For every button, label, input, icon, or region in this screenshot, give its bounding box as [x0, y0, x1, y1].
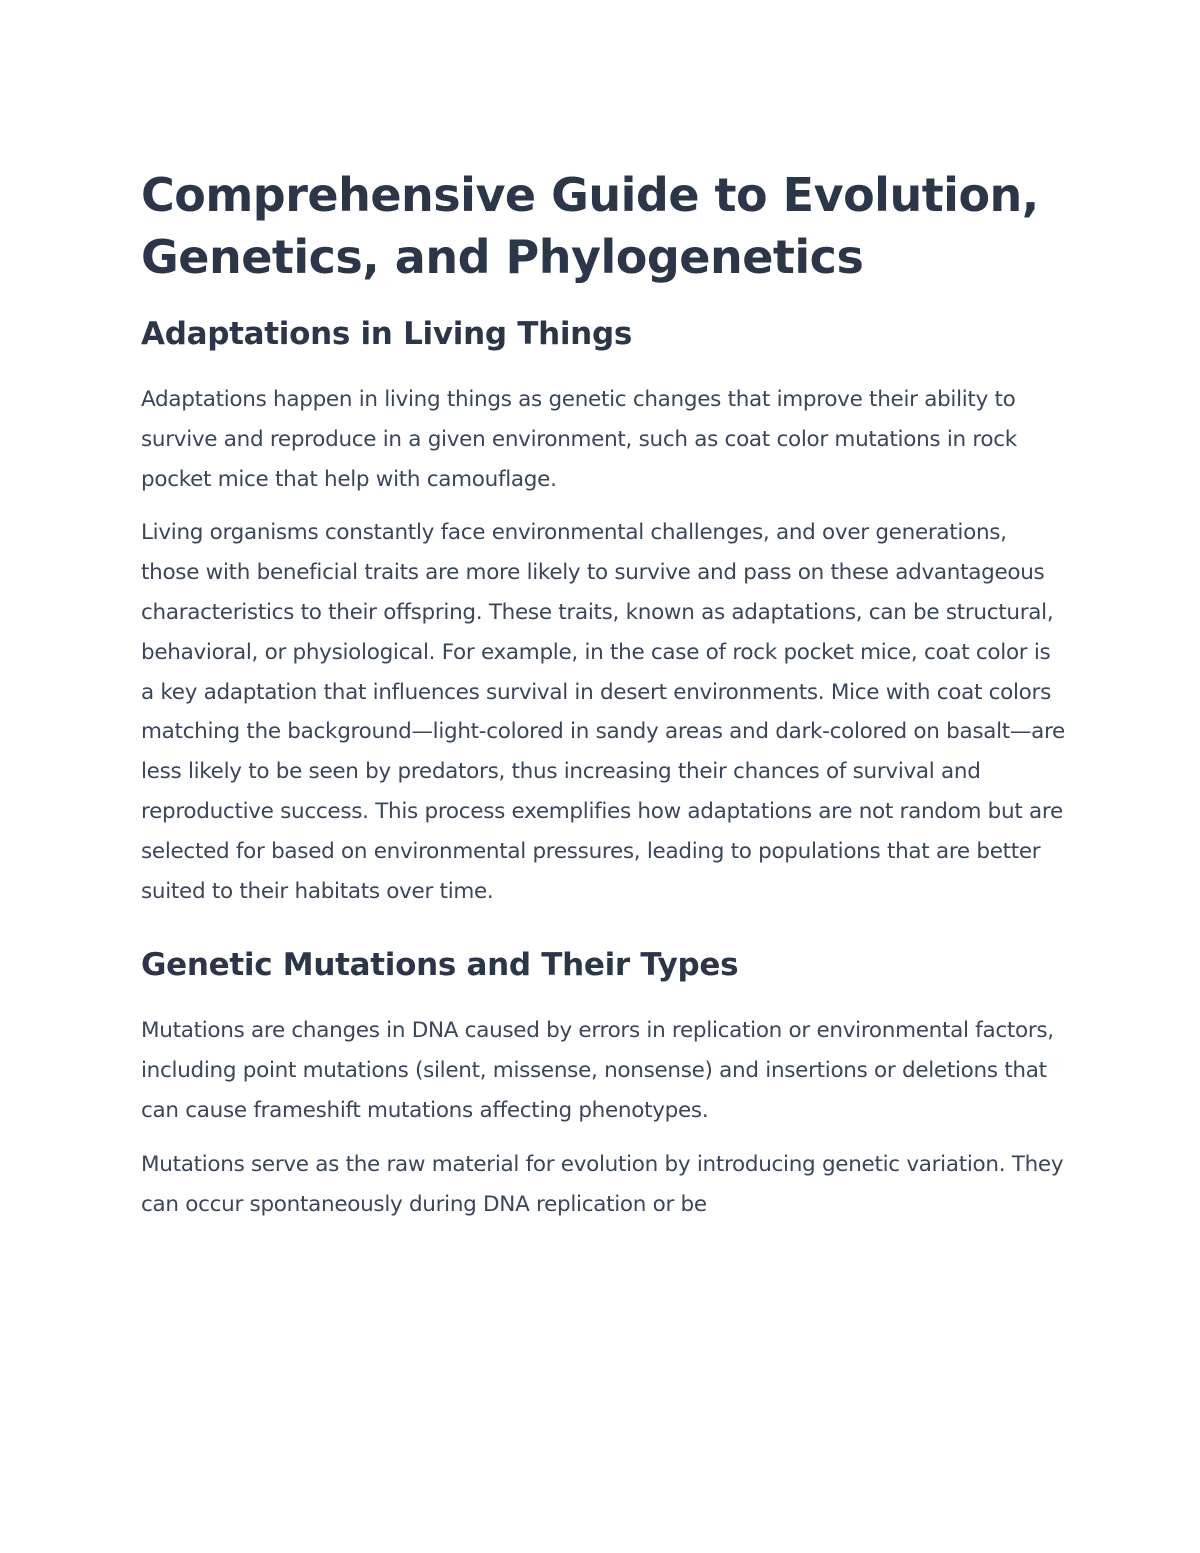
page-title: Comprehensive Guide to Evolution, Genetics, and Phylogenetics: [141, 168, 1039, 284]
section-heading-adaptations: Adaptations in Living Things: [141, 316, 632, 352]
paragraph-adaptations-detail: Living organisms constantly face environmental challenges, and over generations, those with beneficial traits are more likely to survive and pass on these advantageous characteristics to their offspring. These traits, known as adaptations, can be structural, behavioral, or physiological. For example, in the case of rock pocket mice, coat color is a key adaptation that influences survival in desert environments. Mice with coat colors matching the background—light-colored in sandy areas and dark-colored on basalt—are less likely to be seen by predators, thus increasing their chances of survival and reproductive success. This process exemplifies how adaptations are not random but are selected for based on environmental pressures, leading to populations that are better suited to their habitats over time.: [141, 520, 1065, 904]
section-adaptations: [141, 314, 1066, 911]
paragraph-mutations-detail: Mutations serve as the raw material for evolution by introducing genetic variation. They can occur spontaneously during DNA replication or be: [141, 1151, 1064, 1217]
section-heading-mutations: Genetic Mutations and Their Types: [141, 947, 739, 984]
paragraph-adaptations-summary: Adaptations happen in living things as genetic changes that improve their ability to survive and reproduce in a given environment, such as coat color mutations in rock pocket mice that help with camouflage.: [141, 387, 1017, 492]
section-mutations: [141, 945, 1066, 1224]
document-page: [141, 164, 1066, 1224]
paragraph-mutations-summary: Mutations are changes in DNA caused by errors in replication or environmental factors, including point mutations (silent, missense, nonsense) and insertions or deletions that can cause frameshift mutations affecting phenotypes.: [141, 1018, 1054, 1123]
